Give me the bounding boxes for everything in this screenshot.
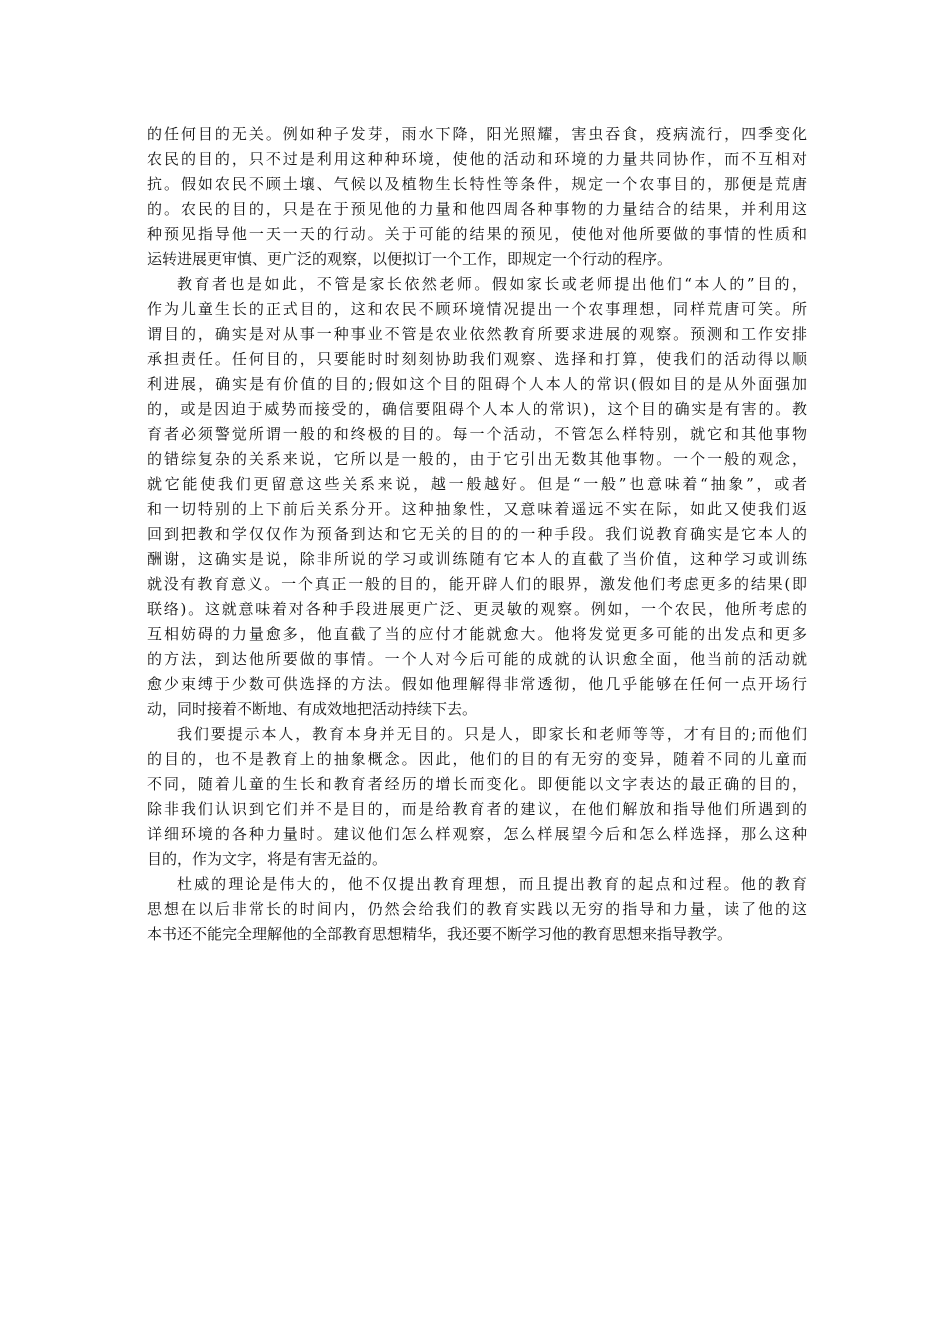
text-line: 愈少束缚于少数可供选择的方法。假如他理解得非常透彻，他几乎能够在任何一点开场行 (147, 675, 807, 693)
text-line: 详细环境的各种力量时。建议他们怎么样观察，怎么样展望今后和怎么样选择，那么这种 (147, 825, 807, 843)
text-line: 除非我们认识到它们并不是目的，而是给教育者的建议，在他们解放和指导他们所遇到的 (147, 800, 807, 818)
text-line: 杜威的理论是伟大的，他不仅提出教育理想，而且提出教育的起点和过程。他的教育 (177, 875, 807, 893)
text-line: 育者必须警觉所谓一般的和终极的目的。每一个活动，不管怎么样特别，就它和其他事物 (147, 425, 807, 443)
text-line: 不同，随着儿童的生长和教育者经历的增长而变化。即便能以文字表达的最正确的目的， (147, 775, 807, 793)
text-line: 思想在以后非常长的时间内，仍然会给我们的教育实践以无穷的指导和力量，读了他的这 (147, 900, 807, 918)
text-line: 我们要提示本人，教育本身并无目的。只是人，即家长和老师等等，才有目的;而他们 (177, 725, 807, 743)
text-line: 目的，作为文字，将是有害无益的。 (147, 850, 388, 868)
text-line: 抗。假如农民不顾土壤、气候以及植物生长特性等条件，规定一个农事目的，那便是荒唐 (147, 175, 807, 193)
text-line: 互相妨碍的力量愈多，他直截了当的应付才能就愈大。他将发觉更多可能的出发点和更多 (147, 625, 807, 643)
text-line: 利进展，确实是有价值的目的;假如这个目的阻碍个人本人的常识(假如目的是从外面强加 (147, 375, 807, 393)
text-line: 回到把教和学仅仅作为预备到达和它无关的目的的一种手段。我们说教育确实是它本人的 (147, 525, 807, 543)
text-line: 的任何目的无关。例如种子发芽，雨水下降，阳光照耀，害虫吞食，疫病流行，四季变化 (147, 125, 807, 143)
text-line: 本书还不能完全理解他的全部教育思想精华，我还要不断学习他的教育思想来指导教学。 (147, 925, 733, 943)
paragraph (147, 722, 807, 872)
document-body (147, 122, 807, 947)
text-line: 联络)。这就意味着对各种手段进展更广泛、更灵敏的观察。例如，一个农民，他所考虑的 (147, 600, 807, 618)
text-line: 的。农民的目的，只是在于预见他的力量和他四周各种事物的力量结合的结果，并利用这 (147, 200, 807, 218)
text-line: 作为儿童生长的正式目的，这和农民不顾环境情况提出一个农事理想，同样荒唐可笑。所 (147, 300, 807, 318)
text-line: 谓目的，确实是对从事一种事业不管是农业依然教育所要求进展的观察。预测和工作安排 (147, 325, 807, 343)
text-line: 农民的目的，只不过是利用这种种环境，使他的活动和环境的力量共同协作，而不互相对 (147, 150, 807, 168)
text-line: 教育者也是如此，不管是家长依然老师。假如家长或老师提出他们“本人的”目的， (177, 275, 807, 293)
paragraph (147, 272, 807, 722)
paragraph (147, 872, 807, 947)
text-line: 酬谢，这确实是说，除非所说的学习或训练随有它本人的直截了当价值，这种学习或训练 (147, 550, 807, 568)
text-line: 承担责任。任何目的，只要能时时刻刻协助我们观察、选择和打算，使我们的活动得以顺 (147, 350, 807, 368)
text-line: 动，同时接着不断地、有成效地把活动持续下去。 (147, 700, 478, 718)
text-line: 的，或是因迫于威势而接受的，确信要阻碍个人本人的常识)，这个目的确实是有害的。教 (147, 400, 807, 418)
text-line: 运转进展更审慎、更广泛的观察，以便拟订一个工作，即规定一个行动的程序。 (147, 250, 673, 268)
text-line: 的目的，也不是教育上的抽象概念。因此，他们的目的有无穷的变异，随着不同的儿童而 (147, 750, 807, 768)
text-line: 就它能使我们更留意这些关系来说，越一般越好。但是“一般”也意味着“抽象”，或者 (147, 475, 807, 493)
text-line: 和一切特别的上下前后关系分开。这种抽象性，又意味着遥远不实在际，如此又使我们返 (147, 500, 807, 518)
paragraph (147, 122, 807, 272)
text-line: 就没有教育意义。一个真正一般的目的，能开辟人们的眼界，激发他们考虑更多的结果(即 (147, 575, 807, 593)
text-line: 的方法，到达他所要做的事情。一个人对今后可能的成就的认识愈全面，他当前的活动就 (147, 650, 807, 668)
text-line: 种预见指导他一天一天的行动。关于可能的结果的预见，使他对他所要做的事情的性质和 (147, 225, 807, 243)
text-line: 的错综复杂的关系来说，它所以是一般的，由于它引出无数其他事物。一个一般的观念， (147, 450, 807, 468)
